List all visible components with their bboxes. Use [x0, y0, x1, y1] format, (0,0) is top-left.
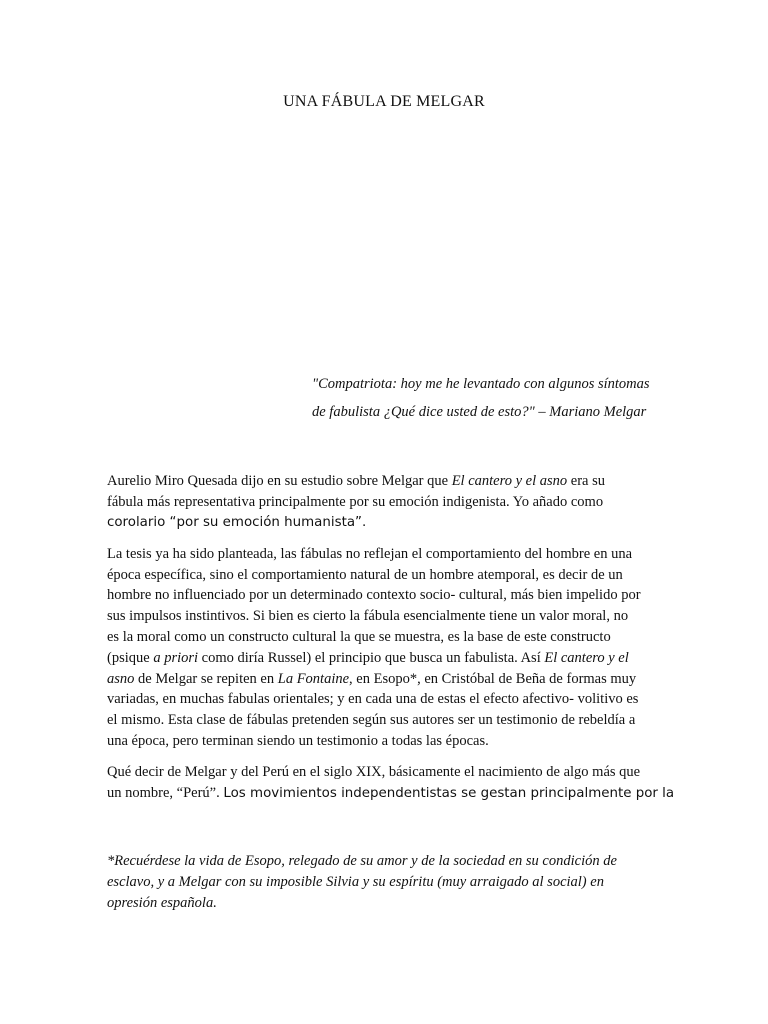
- footnote-line-2: esclavo, y a Melgar con su imposible Silvia y su espíritu (muy arraigado al social) en: [107, 873, 604, 890]
- paragraph-2-line-7: [107, 669, 663, 690]
- epigraph-quote-end: de fabulista ¿Qué dice usted de esto?": [312, 404, 535, 420]
- paragraph-3: [107, 762, 675, 805]
- text-run: (psique: [107, 649, 154, 666]
- epigraph: [312, 370, 672, 426]
- footnote: [107, 851, 667, 913]
- text-run: era su: [567, 473, 605, 489]
- paragraph-1: [107, 471, 663, 533]
- work-title-italic: asno: [107, 670, 135, 687]
- page-title: UNA FÁBULA DE MELGAR: [283, 93, 485, 110]
- paragraph-2-line-6: [107, 648, 663, 669]
- latin-term-italic: a priori: [153, 649, 199, 666]
- paragraph-2-line-1: La tesis ya ha sido planteada, las fábulas no reflejan el comportamiento del hombre en una: [107, 545, 633, 562]
- paragraph-2-line-8: variadas, en muchas fabulas orientales; y en cada una de estas el efecto afectivo- volitivo es: [107, 691, 639, 708]
- paragraph-2-line-9: el mismo. Esta clase de fábulas pretenden según sus autores ser un testimonio de rebeldía a: [107, 712, 636, 729]
- footnote-line-3: opresión española.: [107, 894, 217, 911]
- paragraph-1-line-3: corolario “por su emoción humanista”.: [107, 514, 367, 530]
- text-run-sans: Los movimientos independentistas se gestan principalmente por la: [223, 786, 675, 802]
- text-run: un nombre, “Perú”.: [107, 785, 224, 802]
- work-title-italic: El cantero y el asno: [451, 473, 568, 489]
- epigraph-attribution: – Mariano Melgar: [534, 404, 647, 420]
- paragraph-3-line-1: Qué decir de Melgar y del Perú en el siglo XIX, básicamente el nacimiento de algo más que: [107, 764, 641, 781]
- paragraph-2-line-5: es la moral como un constructo cultural la que se muestra, es la base de este constructo: [107, 629, 611, 646]
- paragraph-3-line-2: [107, 783, 675, 805]
- body-text: [107, 471, 675, 815]
- text-run: como diría Russel) el principio que busca un fabulista. Así: [198, 649, 545, 666]
- paragraph-2-line-4: sus impulsos instintivos. Si bien es cierto la fábula esencialmente tiene un valor moral, no: [107, 608, 629, 625]
- paragraph-2: [107, 544, 663, 752]
- epigraph-line-1: "Compatriota: hoy me he levantado con algunos síntomas: [312, 376, 650, 392]
- text-run: , en Esopo*, en Cristóbal de Beña de formas muy: [349, 670, 637, 687]
- work-title-italic: El cantero y el: [544, 649, 629, 666]
- paragraph-2-line-2: época específica, sino el comportamiento natural de un hombre atemporal, es decir de un: [107, 566, 623, 583]
- footnote-line-1: *Recuérdese la vida de Esopo, relegado de su amor y de la sociedad en su condición de: [107, 853, 617, 869]
- text-run: Aurelio Miro Quesada dijo en su estudio sobre Melgar que: [107, 473, 452, 489]
- text-run: de Melgar se repiten en: [134, 670, 278, 687]
- author-name-italic: La Fontaine: [277, 670, 350, 687]
- epigraph-line-2: [312, 398, 672, 426]
- paragraph-1-line-2: fábula más representativa principalmente por su emoción indigenista. Yo añado como: [107, 493, 604, 510]
- paragraph-2-line-3: hombre no influenciado por un determinado contexto socio- cultural, más bien impelido por: [107, 587, 641, 604]
- paragraph-2-line-10: una época, pero terminan siendo un testimonio a todas las épocas.: [107, 733, 489, 750]
- paragraph-1-line-1: [107, 471, 663, 492]
